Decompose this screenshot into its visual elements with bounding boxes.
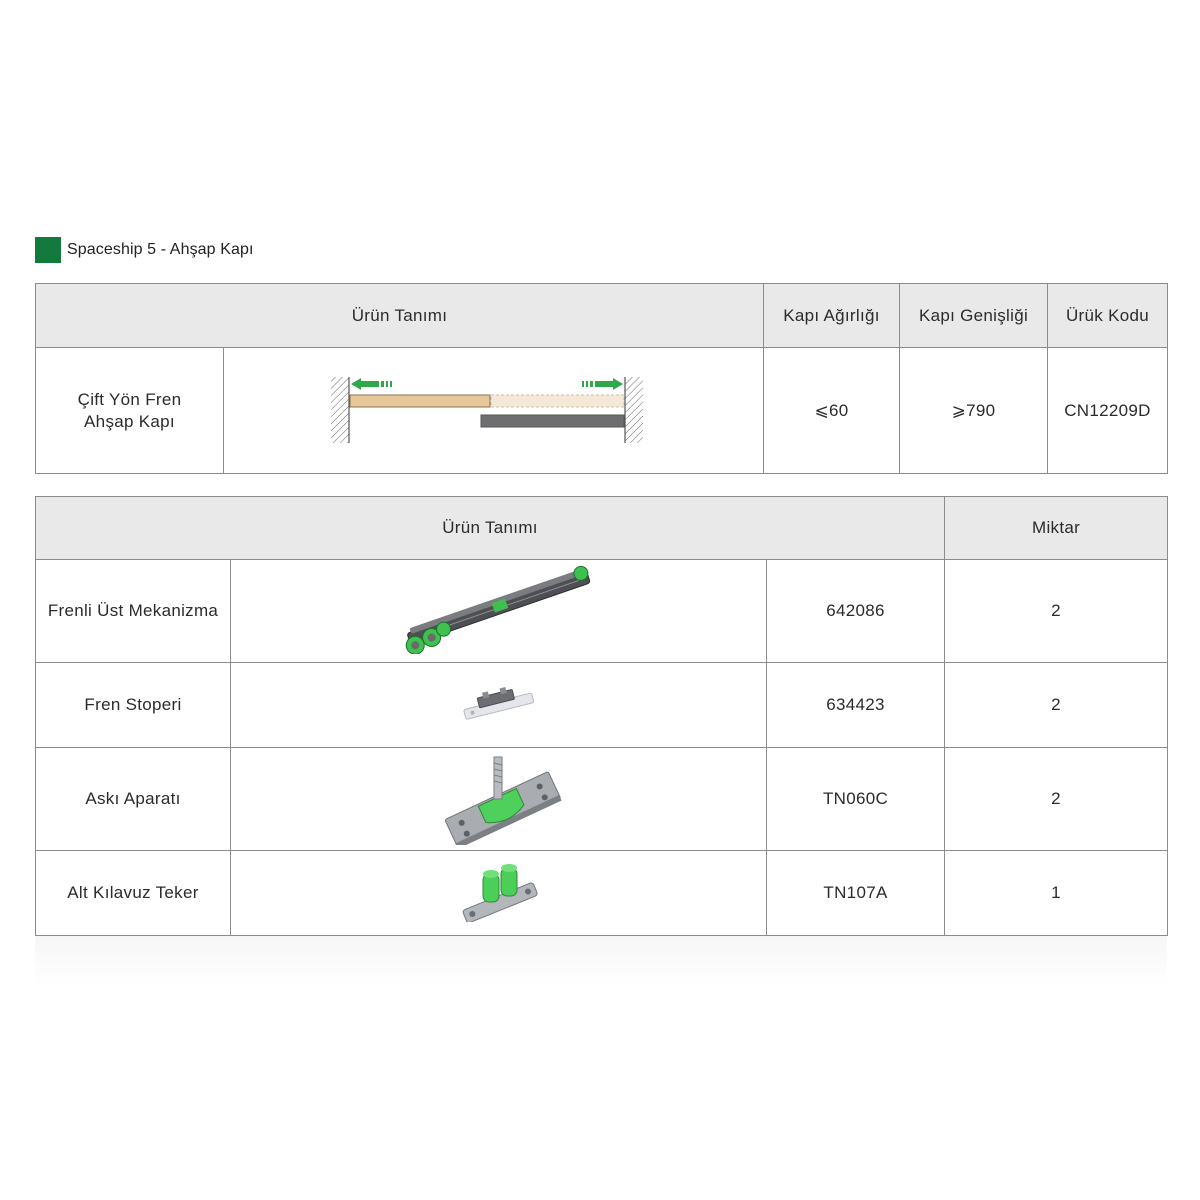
spec-name-line1: Çift Yön Fren xyxy=(77,389,182,409)
table-row xyxy=(36,663,1168,748)
spec-product-name xyxy=(36,348,224,474)
header-door-width: Kapı Genişliği xyxy=(900,284,1048,348)
spec-product-code: CN12209D xyxy=(1048,348,1168,474)
part-code: 634423 xyxy=(767,663,945,748)
spec-image-cell xyxy=(224,348,764,474)
spec-header-row xyxy=(36,284,1168,348)
part-quantity: 2 xyxy=(945,560,1168,663)
parts-header-row xyxy=(36,497,1168,560)
part-name: Frenli Üst Mekanizma xyxy=(36,560,231,663)
parts-table xyxy=(35,496,1168,936)
header-product-description: Ürün Tanımı xyxy=(36,497,945,560)
part-code: TN060C xyxy=(767,748,945,851)
brake-stopper-image xyxy=(459,681,539,725)
fixed-panel xyxy=(481,415,624,427)
spec-door-weight: ⩽60 xyxy=(764,348,900,474)
arrow-right-icon xyxy=(613,378,623,390)
spec-table xyxy=(35,283,1168,474)
part-code: TN107A xyxy=(767,851,945,936)
hanger-bracket-image xyxy=(434,749,564,845)
part-name: Alt Kılavuz Teker xyxy=(36,851,231,936)
right-wall xyxy=(625,377,643,443)
header-product-description: Ürün Tanımı xyxy=(36,284,764,348)
left-wall xyxy=(331,377,349,443)
part-name: Fren Stoperi xyxy=(36,663,231,748)
part-quantity: 2 xyxy=(945,663,1168,748)
accent-square xyxy=(35,237,61,263)
spec-name-line2: Ahşap Kapı xyxy=(84,411,175,431)
part-quantity: 2 xyxy=(945,748,1168,851)
bottom-guide-wheel-image xyxy=(457,860,541,922)
part-image-cell xyxy=(231,748,767,851)
part-image-cell xyxy=(231,663,767,748)
door-panel-ghost xyxy=(491,395,624,407)
part-image-cell xyxy=(231,851,767,936)
table-row xyxy=(36,560,1168,663)
spec-row xyxy=(36,348,1168,474)
table-row xyxy=(36,748,1168,851)
part-image-cell xyxy=(231,560,767,663)
header-product-code: Ürük Kodu xyxy=(1048,284,1168,348)
part-quantity: 1 xyxy=(945,851,1168,936)
section-header xyxy=(35,236,254,264)
part-code: 642086 xyxy=(767,560,945,663)
header-quantity: Miktar xyxy=(945,497,1168,560)
top-mechanism-image xyxy=(394,564,604,654)
header-door-weight: Kapı Ağırlığı xyxy=(764,284,900,348)
arrow-left-icon xyxy=(351,378,361,390)
table-row xyxy=(36,851,1168,936)
part-name: Askı Aparatı xyxy=(36,748,231,851)
door-diagram xyxy=(329,369,659,447)
door-panel-open xyxy=(350,395,490,407)
section-title: Spaceship 5 - Ahşap Kapı xyxy=(67,241,254,258)
spec-door-width: ⩾790 xyxy=(900,348,1048,474)
bottom-fade xyxy=(35,936,1167,986)
